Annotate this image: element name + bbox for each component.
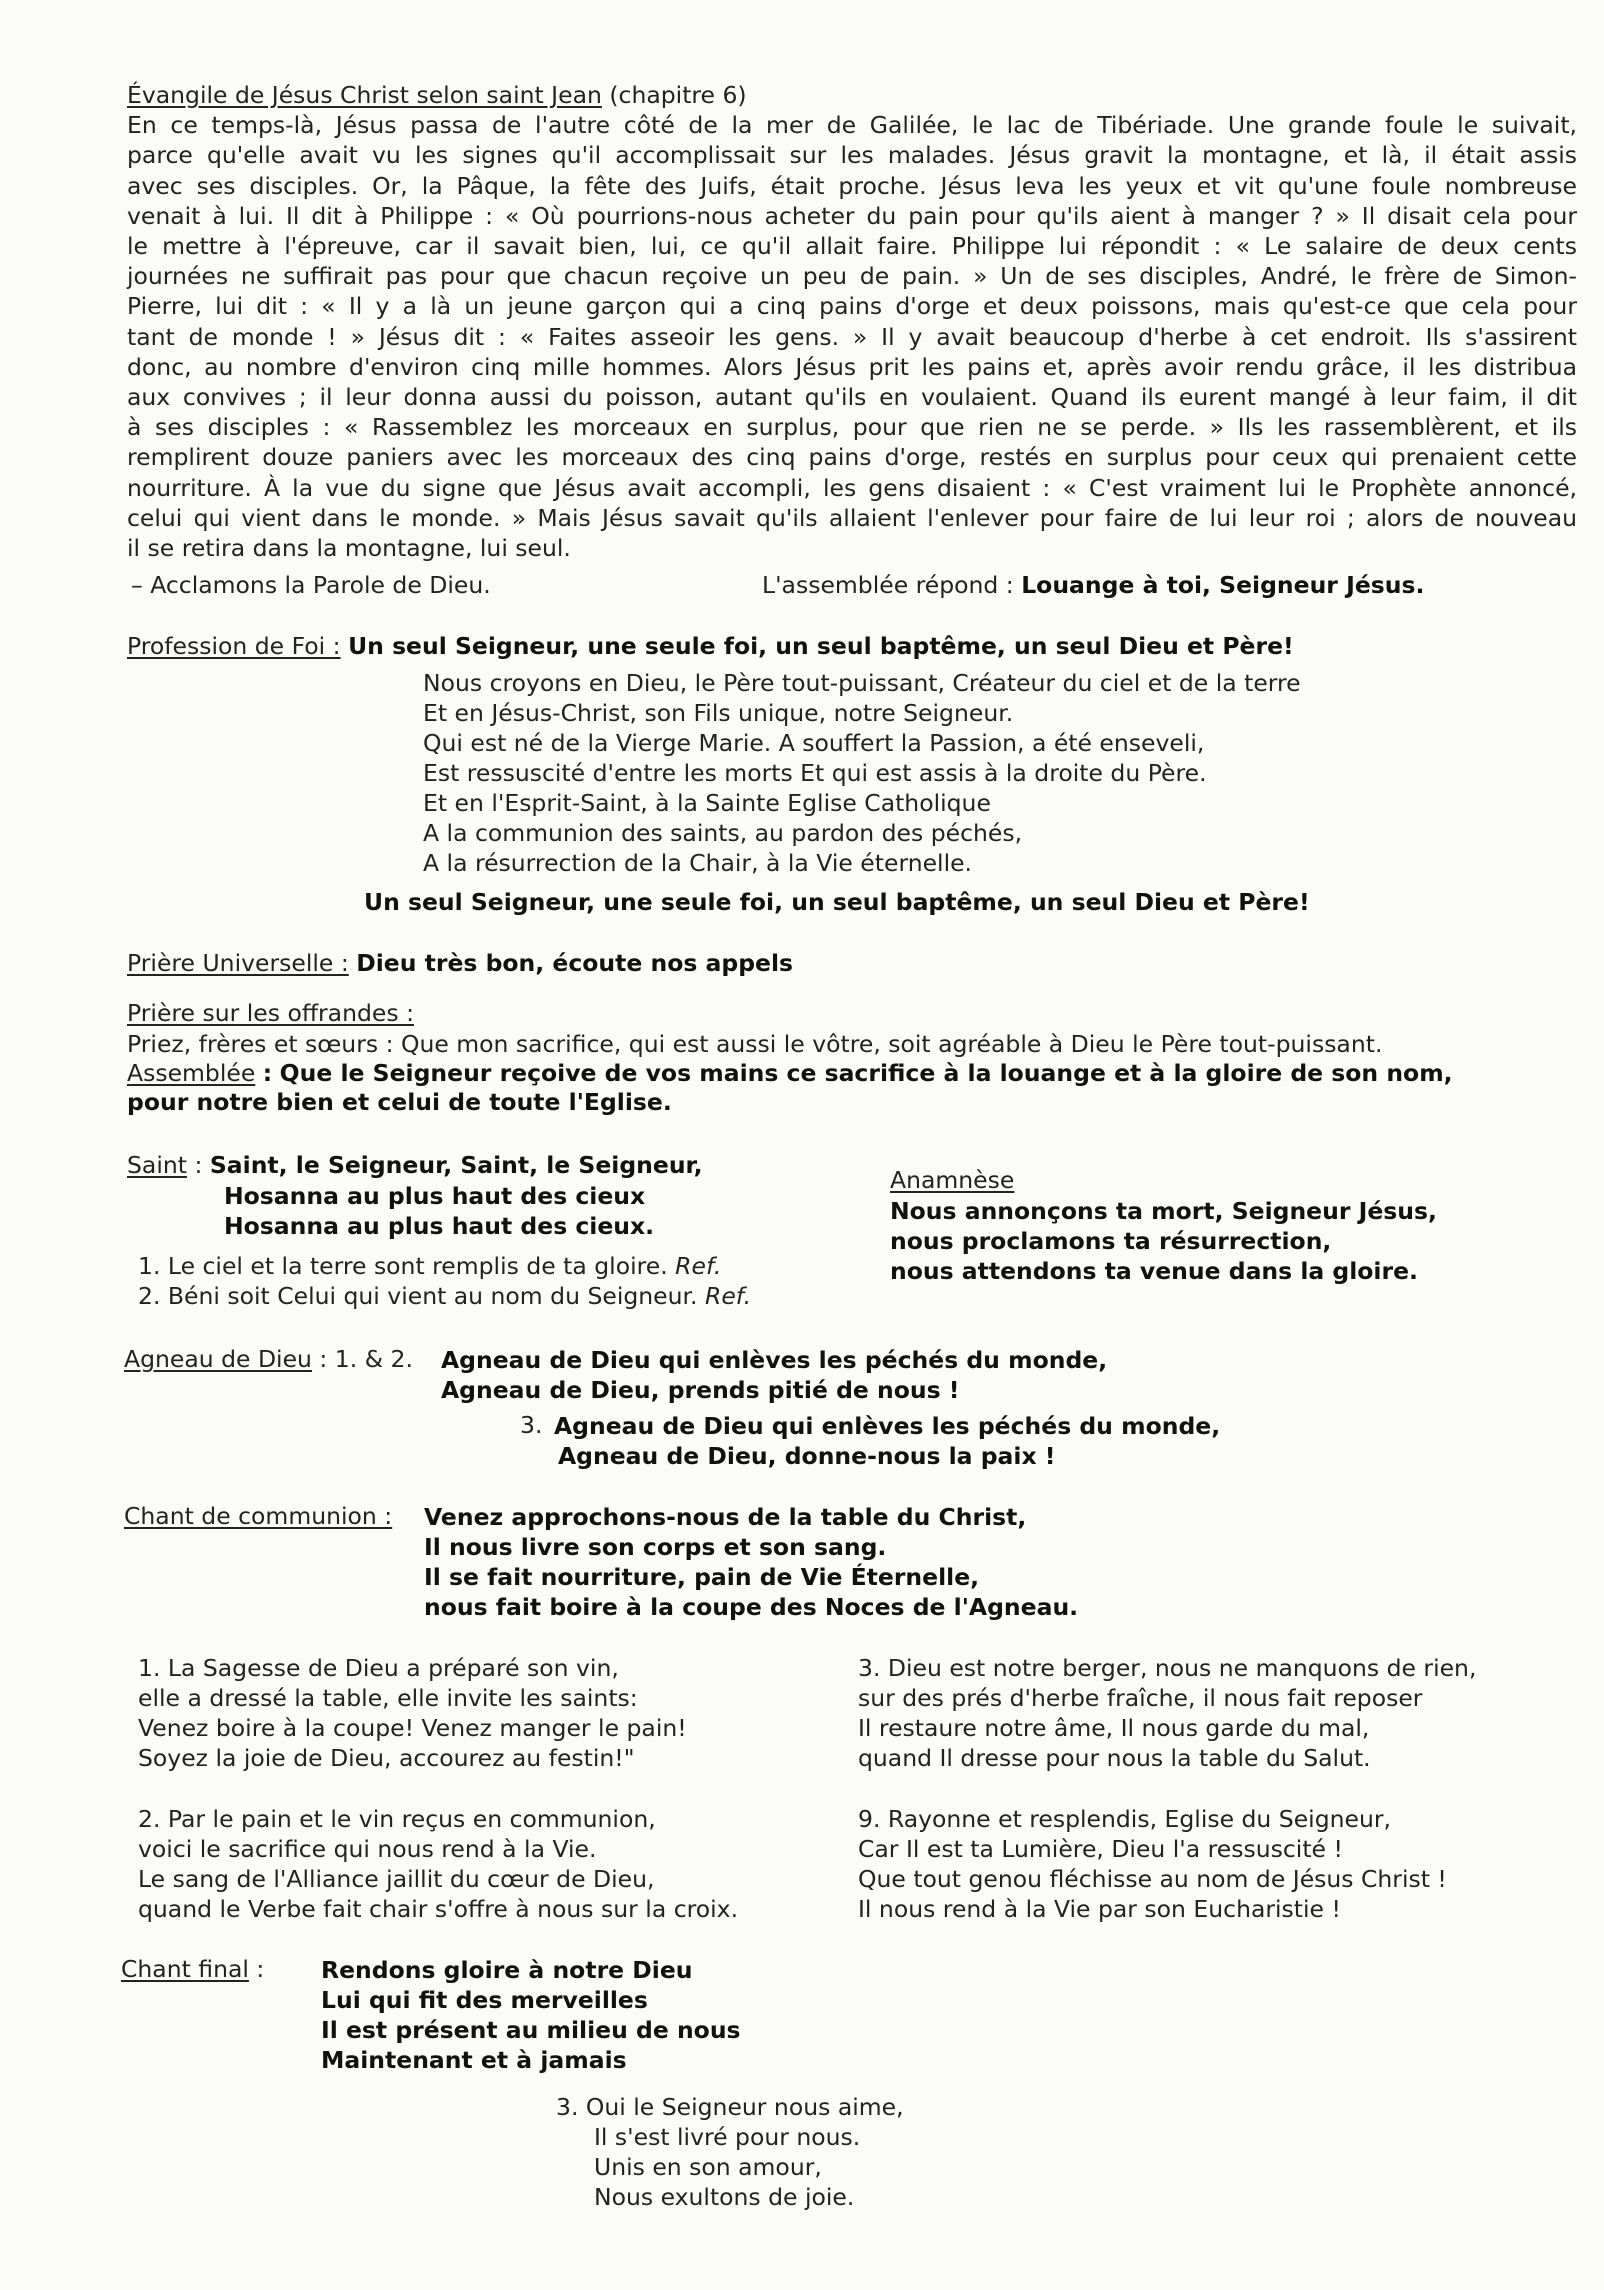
agneau-text-line: Agneau de Dieu qui enlèves les péchés du monde, (554, 1412, 1221, 1440)
communion-verse-line: quand Il dresse pour nous la table du Salut. (858, 1744, 1371, 1772)
gospel-line: donc, au nombre d'environ cinq mille hommes. Alors Jésus prit les pains et, après avoir rendu grâce, il les distribua (127, 352, 1577, 381)
gospel-chapter: (chapitre 6) (609, 81, 747, 109)
anamnese-label: Anamnèse (890, 1166, 1015, 1194)
anamnese-line: Nous annonçons ta mort, Seigneur Jésus, (890, 1197, 1437, 1225)
communion-refrain-line: nous fait boire à la coupe des Noces de l'Agneau. (424, 1593, 1079, 1621)
gospel-line: le mettre à l'épreuve, car il savait bien, lui, ce qu'il allait faire. Philippe lui répondit : « Le salaire de deux cents (127, 232, 1577, 261)
final-verse-line: 3. Oui le Seigneur nous aime, (556, 2093, 904, 2121)
communion-label: Chant de communion : (124, 1502, 393, 1530)
gospel-line: venait à lui. Il dit à Philippe : « Où pourrions-nous acheter du pain pour qu'ils aient à manger ? » Il disait cela pour (127, 201, 1577, 230)
final-label-line (121, 1955, 264, 1983)
profession-refrain-end: Un seul Seigneur, une seule foi, un seul baptême, un seul Dieu et Père! (364, 888, 1310, 916)
gospel-heading: Évangile de Jésus Christ selon saint Jean (127, 81, 602, 109)
communion-verse-3 (858, 1653, 1476, 1773)
agneau-text-line: Agneau de Dieu qui enlèves les péchés du monde, (441, 1346, 1108, 1374)
profession-refrain: Un seul Seigneur, une seule foi, un seul baptême, un seul Dieu et Père! (348, 632, 1294, 660)
gospel-line: à ses disciples : « Rassemblez les morceaux en surplus, pour que rien ne se perde. » Ils les rassemblèrent, et ils (127, 413, 1577, 442)
offerings-assembly-sep: : (262, 1059, 273, 1087)
gospel-heading-line (127, 80, 1577, 110)
profession-label: Profession de Foi : (127, 632, 341, 660)
communion-verse-2 (138, 1804, 738, 1924)
communion-verse-line: voici le sacrifice qui nous rend à la Vie. (138, 1835, 597, 1863)
final-refrain-line: Il est présent au milieu de nous (321, 2016, 741, 2044)
agneau-verses-12 (441, 1345, 1107, 1405)
communion-verse-line: quand le Verbe fait chair s'offre à nous sur la croix. (138, 1895, 739, 1923)
communion-verse-1 (138, 1653, 687, 1773)
communion-refrain-line: Venez approchons-nous de la table du Christ, (424, 1503, 1027, 1531)
final-refrain-line: Rendons gloire à notre Dieu (321, 1956, 693, 1984)
final-refrain-line: Maintenant et à jamais (321, 2046, 627, 2074)
anamnese-text (890, 1196, 1437, 1286)
final-sep: : (256, 1955, 265, 1983)
offerings-text: Priez, frères et sœurs : Que mon sacrifice, qui est aussi le vôtre, soit agréable à Dieu le Père tout-puissant. (127, 1030, 1383, 1058)
agneau-verse-3 (554, 1411, 1220, 1471)
communion-verse-line: sur des prés d'herbe fraîche, il nous fait reposer (858, 1684, 1423, 1712)
gospel-line: aux convives ; il leur donna aussi du poisson, autant qu'ils en voulaient. Quand ils eurent mangé à leur faim, il dit (127, 383, 1577, 412)
saint-refrain-line: Hosanna au plus haut des cieux. (224, 1212, 655, 1240)
universal-line (127, 949, 793, 977)
creed-line: Est ressuscité d'entre les morts Et qui est assis à la droite du Père. (423, 759, 1207, 787)
communion-refrain (424, 1502, 1078, 1622)
agneau-label: Agneau de Dieu (124, 1345, 312, 1373)
anamnese-line: nous attendons ta venue dans la gloire. (890, 1257, 1418, 1285)
final-refrain (321, 1955, 741, 2075)
final-verse-line: Il s'est livré pour nous. (594, 2123, 861, 2151)
communion-verse-line: Il nous rend à la Vie par son Eucharistie ! (858, 1895, 1341, 1923)
anamnese-line: nous proclamons ta résurrection, (890, 1227, 1332, 1255)
saint-verses (138, 1251, 751, 1311)
communion-verse-9 (858, 1804, 1447, 1924)
saint-ref: Ref. (704, 1282, 752, 1310)
offerings-assembly-line (127, 1059, 1453, 1087)
gospel-response-line (762, 571, 1424, 599)
communion-verse-line: 2. Par le pain et le vin reçus en communion, (138, 1805, 656, 1833)
communion-verse-line: Soyez la joie de Dieu, accourez au festin!" (138, 1744, 635, 1772)
saint-line (127, 1151, 703, 1179)
gospel-line: journées ne suffirait pas pour que chacun reçoive un peu de pain. » Un de ses disciples, André, le frère de Simon- (127, 262, 1577, 291)
final-verse-3 (556, 2092, 904, 2212)
gospel-line: En ce temps-là, Jésus passa de l'autre côté de la mer de Galilée, le lac de Tibériade. Une grande foule le suivait, (127, 111, 1577, 140)
creed-line: Nous croyons en Dieu, le Père tout-puissant, Créateur du ciel et de la terre (423, 669, 1301, 697)
gospel-line: avec ses disciples. Or, la Pâque, la fête des Juifs, était proche. Jésus leva les yeux et vit qu'une foule nombreuse (127, 171, 1577, 200)
creed-line: Et en Jésus-Christ, son Fils unique, notre Seigneur. (423, 699, 1014, 727)
communion-refrain-line: Il se fait nourriture, pain de Vie Éternelle, (424, 1563, 980, 1591)
communion-verse-line: 3. Dieu est notre berger, nous ne manquons de rien, (858, 1654, 1477, 1682)
communion-verse-line: elle a dressé la table, elle invite les saints: (138, 1684, 638, 1712)
communion-verse-line: Il restaure notre âme, Il nous garde du mal, (858, 1714, 1370, 1742)
offerings-assembly-text: Que le Seigneur reçoive de vos mains ce sacrifice à la louange et à la gloire de son nom, (279, 1059, 1453, 1087)
offerings-assembly-text-2: pour notre bien et celui de toute l'Eglise. (127, 1088, 672, 1116)
universal-response: Dieu très bon, écoute nos appels (356, 949, 794, 977)
creed-line: A la résurrection de la Chair, à la Vie éternelle. (423, 849, 973, 877)
saint-ref: Ref. (675, 1252, 722, 1280)
creed-line: Et en l'Esprit-Saint, à la Sainte Eglise Catholique (423, 789, 991, 817)
agneau-num-3: 3. (520, 1411, 543, 1439)
agneau-sep: : 1. & 2. (319, 1345, 413, 1373)
final-verse-line: Nous exultons de joie. (594, 2183, 855, 2211)
gospel-line: nourriture. À la vue du signe que Jésus avait accompli, les gens disaient : « C'est vraiment lui le Prophète annoncé, (127, 473, 1577, 502)
gospel-line: Pierre, lui dit : « Il y a là un jeune garçon qui a cinq pains d'orge et deux poissons, mais qu'est-ce que cela pour (127, 292, 1577, 321)
communion-verse-line: Car Il est ta Lumière, Dieu l'a ressuscité ! (858, 1835, 1343, 1863)
final-label: Chant final (121, 1955, 249, 1983)
agneau-text-line: Agneau de Dieu, donne-nous la paix ! (558, 1442, 1056, 1470)
gospel-response-intro: L'assemblée répond : (762, 571, 1014, 599)
gospel-line: parce qu'elle avait vu les signes qu'il accomplissait sur les malades. Jésus gravit la montagne, et là, il était assis (127, 141, 1577, 170)
creed-line: Qui est né de la Vierge Marie. A souffert la Passion, a été enseveli, (423, 729, 1205, 757)
communion-verse-line: 9. Rayonne et resplendis, Eglise du Seigneur, (858, 1805, 1391, 1833)
final-verse-line: Unis en son amour, (594, 2153, 822, 2181)
communion-verse-line: Venez boire à la coupe! Venez manger le pain! (138, 1714, 687, 1742)
gospel-acclamation: – Acclamons la Parole de Dieu. (131, 571, 491, 599)
communion-verse-line: 1. La Sagesse de Dieu a préparé son vin, (138, 1654, 619, 1682)
communion-verse-line: Le sang de l'Alliance jaillit du cœur de Dieu, (138, 1865, 655, 1893)
agneau-line (124, 1345, 413, 1373)
saint-verse: 2. Béni soit Celui qui vient au nom du Seigneur. Ref. (138, 1282, 752, 1310)
gospel-line: tant de monde ! » Jésus dit : « Faites asseoir les gens. » Il y avait beaucoup d'herbe à cet endroit. Ils s'assirent (127, 322, 1577, 351)
gospel-reading (127, 80, 1577, 563)
gospel-line: il se retira dans la montagne, lui seul. (127, 534, 571, 563)
creed-line: A la communion des saints, au pardon des péchés, (423, 819, 1023, 847)
saint-refrain-line: Saint, le Seigneur, Saint, le Seigneur, (209, 1151, 703, 1179)
creed (423, 668, 1301, 878)
saint-verse: 1. Le ciel et la terre sont remplis de ta gloire. Ref. (138, 1252, 722, 1280)
communion-refrain-line: Il nous livre son corps et son sang. (424, 1533, 887, 1561)
gospel-line: remplirent douze paniers avec les morceaux des cinq pains d'orge, restés en surplus pour ceux qui prenaient cette (127, 443, 1577, 472)
saint-label: Saint (127, 1151, 187, 1179)
final-refrain-line: Lui qui fit des merveilles (321, 1986, 648, 2014)
communion-verse-line: Que tout genou fléchisse au nom de Jésus Christ ! (858, 1865, 1447, 1893)
offerings-label: Prière sur les offrandes : (127, 999, 414, 1027)
gospel-response: Louange à toi, Seigneur Jésus. (1021, 571, 1425, 599)
saint-refrain-line: Hosanna au plus haut des cieux (224, 1182, 646, 1210)
saint-sep: : (194, 1151, 203, 1179)
gospel-line: celui qui vient dans le monde. » Mais Jésus savait qu'ils allaient l'enlever pour faire de lui leur roi ; alors de nouveau (127, 503, 1577, 532)
universal-label: Prière Universelle : (127, 949, 349, 977)
offerings-assembly-label: Assemblée (127, 1059, 256, 1087)
saint-refrain (224, 1181, 654, 1241)
agneau-text-line: Agneau de Dieu, prends pitié de nous ! (441, 1376, 960, 1404)
profession-heading-line (127, 632, 1294, 660)
